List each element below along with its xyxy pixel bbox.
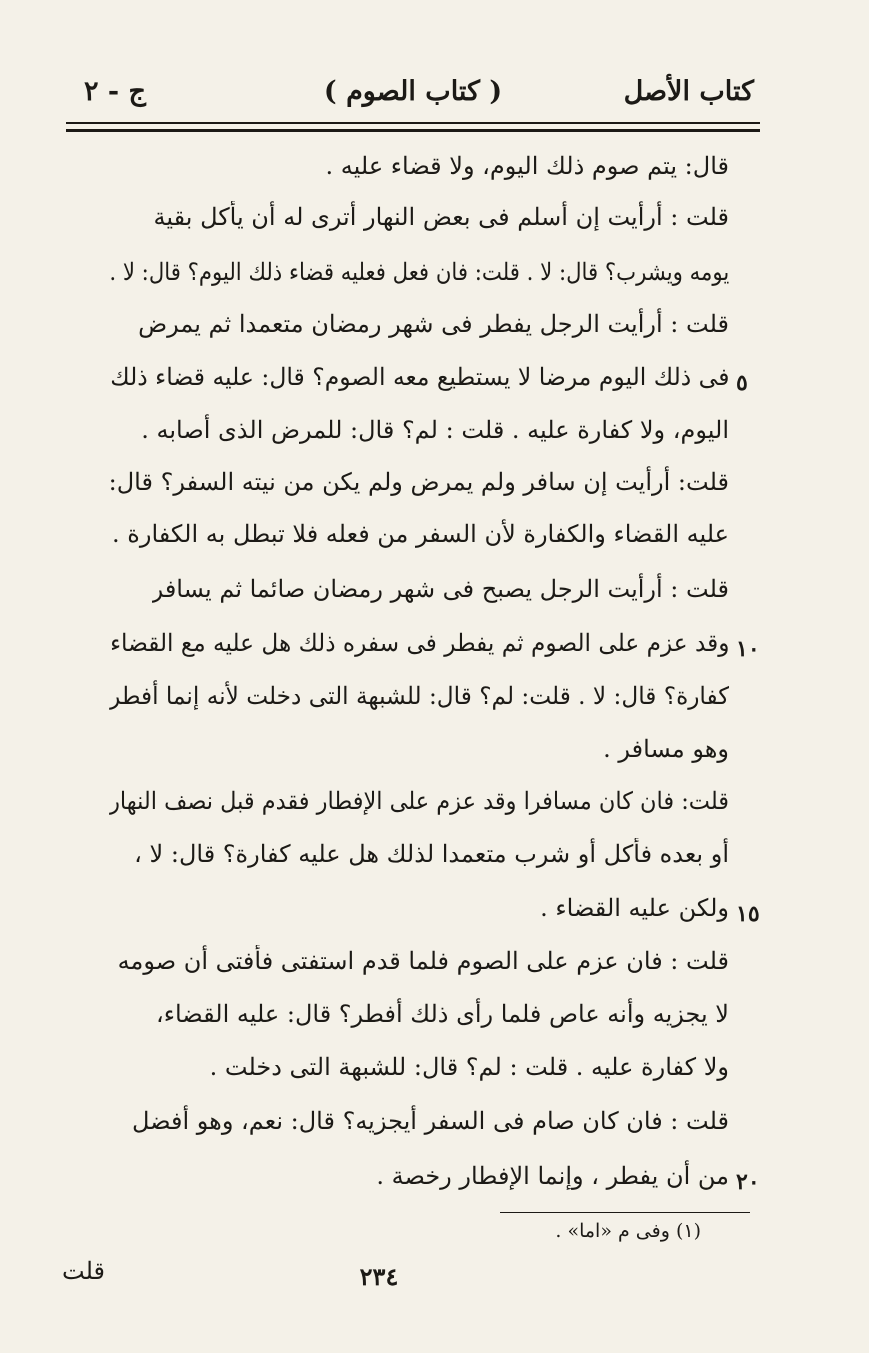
text-line: كفارة؟ قال: لا . قلت: لم؟ قال: للشبهة التى دخلت لأنه إنما أفطر <box>108 682 729 710</box>
header-rule-thick <box>66 129 760 132</box>
text-line: وقد عزم على الصوم ثم يفطر فى سفره ذلك هل عليه مع القضاء <box>109 629 729 657</box>
text-line: قلت: أرأيت إن سافر ولم يمرض ولم يكن من نيته السفر؟ قال: <box>108 468 729 496</box>
volume-label: ج - ٢ <box>84 76 146 107</box>
text-line: قال: يتم صوم ذلك اليوم، ولا قضاء عليه . <box>325 152 729 180</box>
catchword: قلت <box>62 1257 105 1285</box>
text-line: لا يجزيه وأنه عاص فلما رأى ذلك أفطر؟ قال: عليه القضاء، <box>155 1000 729 1028</box>
text-line: من أن يفطر ، وإنما الإفطار رخصة . <box>376 1162 729 1190</box>
text-line: قلت : فان كان صام فى السفر أيجزيه؟ قال: نعم، وهو أفضل <box>132 1107 729 1135</box>
text-line: قلت : أرأيت الرجل يصبح فى شهر رمضان صائما ثم يسافر <box>151 575 729 603</box>
header-rule-thin <box>66 122 760 124</box>
text-line: قلت : فان عزم على الصوم فلما قدم استفتى فأفتى أن صومه <box>117 947 729 975</box>
running-header <box>66 74 760 118</box>
text-line: عليه القضاء والكفارة لأن السفر من فعله فلا تبطل به الكفارة . <box>112 520 729 548</box>
text-line: اليوم، ولا كفارة عليه . قلت : لم؟ قال: للمرض الذى أصابه . <box>141 416 729 444</box>
text-line: فى ذلك اليوم مرضا لا يستطيع معه الصوم؟ قال: عليه قضاء ذلك <box>109 363 729 391</box>
text-line: أو بعده فأكل أو شرب متعمدا لذلك هل عليه كفارة؟ قال: لا ، <box>134 840 729 868</box>
text-line: ولكن عليه القضاء . <box>540 894 729 922</box>
footnote-rule <box>500 1212 750 1213</box>
line-number: ١٠ <box>736 636 760 662</box>
line-number: ٥ <box>736 370 748 396</box>
page-number: ٢٣٤ <box>359 1262 399 1291</box>
text-line: وهو مسافر . <box>603 735 729 763</box>
chapter-title: ( كتاب الصوم ) <box>323 76 503 107</box>
text-line: ولا كفارة عليه . قلت : لم؟ قال: للشبهة التى دخلت . <box>209 1053 729 1081</box>
book-title: كتاب الأصل <box>623 76 754 107</box>
line-number: ٢٠ <box>736 1169 760 1195</box>
text-line: قلت : أرأيت إن أسلم فى بعض النهار أترى له أن يأكل بقية <box>153 203 729 231</box>
footnote: (١) وفى م «اما» . <box>555 1220 701 1242</box>
text-line: يومه ويشرب؟ قال: لا . قلت: فان فعل فعليه قضاء ذلك اليوم؟ قال: لا . <box>109 258 729 286</box>
text-line: قلت : أرأيت الرجل يفطر فى شهر رمضان متعمدا ثم يمرض <box>138 310 729 338</box>
text-line: قلت: فان كان مسافرا وقد عزم على الإفطار فقدم قبل نصف النهار <box>109 787 729 815</box>
line-number: ١٥ <box>736 901 760 927</box>
